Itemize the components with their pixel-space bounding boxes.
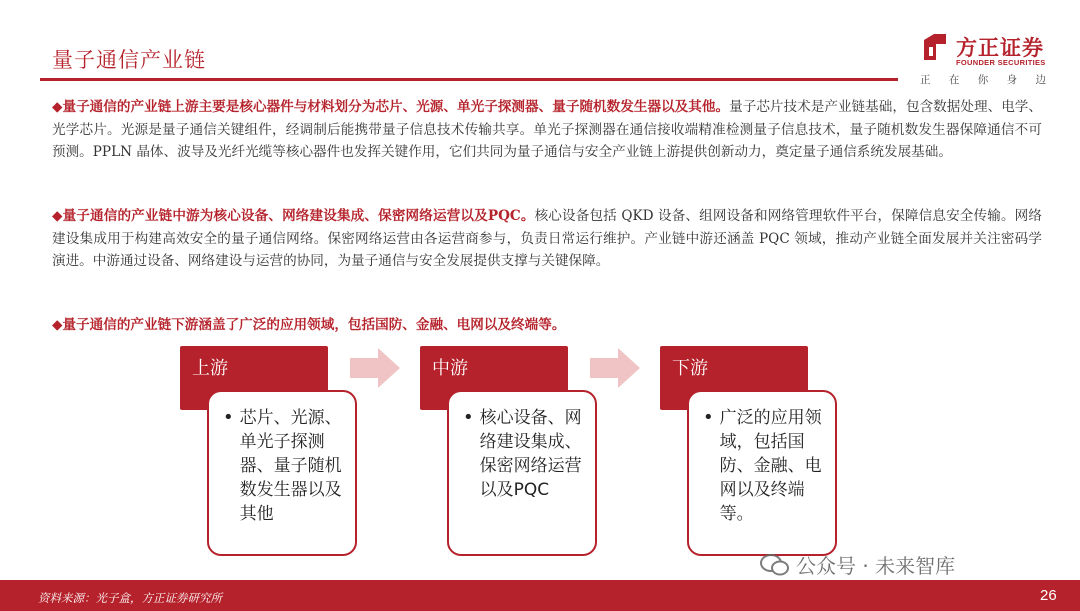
arrow-right-icon <box>350 348 400 388</box>
stage-content: 核心设备、网络建设集成、保密网络运营以及PQC <box>479 408 582 500</box>
paragraph-body: 核心设备包括 QKD 设备、组网设备和网络管理软件平台，保障信息安全传输。网络建设集成用于构建高效安全的量子通信网络。保密网络运营由各运营商参与，负责日常运行维护。产业链中游还涵盖 PQC 领域，推动产业链全面发展并关注密码学演进。中游通过设备、网络建设与运营的协同，为量子通信与安全发展提供支撑与关键保障。 <box>52 208 1042 269</box>
stage-box-upstream <box>207 390 357 556</box>
stage-label: 上游 <box>192 358 228 379</box>
midstream-paragraph <box>52 205 1042 273</box>
stage-box-midstream <box>447 390 597 556</box>
page-title: 量子通信产业链 <box>52 48 206 72</box>
downstream-paragraph <box>52 314 1042 337</box>
title-divider <box>40 78 898 81</box>
slogan-char: 正 <box>920 74 931 86</box>
watermark <box>760 550 955 579</box>
logo-slogan <box>920 72 1046 87</box>
stage-content: 芯片、光源、单光子探测器、量子随机数发生器以及其他 <box>239 408 342 524</box>
paragraph-body: 量子芯片技术是产业链基础，包含数据处理、电学、光学芯片。光源是量子通信关键组件，经调制后能携带量子信息技术传输共享。单光子探测器在通信接收端精准检测量子信息技术，量子随机数发生器保障通信不可预测。PPLN 晶体、波导及光纤光缆等核心器件也发挥关键作用，它们共同为量子通信与安全产业链上游提供创新动力，奠定量子通信系统发展基础。 <box>52 99 1043 160</box>
upstream-paragraph <box>52 96 1042 164</box>
paragraph-lead: ◆量子通信的产业链中游为核心设备、网络建设集成、保密网络运营以及PQC。 <box>52 208 535 224</box>
logo-name: 方正证券 <box>956 36 1044 60</box>
stage-box-downstream <box>687 390 837 556</box>
paragraph-lead: ◆量子通信的产业链上游主要是核心器件与材料划分为芯片、光源、单光子探测器、量子随机数发生器以及其他。 <box>52 99 730 115</box>
slogan-char: 身 <box>1006 74 1018 86</box>
watermark-text: 公众号 · 未来智库 <box>796 554 956 578</box>
slogan-char: 边 <box>1035 74 1046 86</box>
logo-english: FOUNDER SECURITIES <box>956 58 1046 67</box>
bullet-icon: • <box>463 407 474 428</box>
footer-source: 资料来源：光子盒，方正证券研究所 <box>38 591 222 605</box>
stage-content: 广泛的应用领域，包括国防、金融、电网以及终端等。 <box>719 408 822 524</box>
bullet-icon: • <box>223 407 234 428</box>
paragraph-lead: ◆量子通信的产业链下游涵盖了广泛的应用领域，包括国防、金融、电网以及终端等。 <box>52 317 566 333</box>
slogan-char: 在 <box>948 74 960 86</box>
stage-label: 中游 <box>432 358 468 379</box>
stage-label: 下游 <box>672 358 708 379</box>
wechat-icon <box>760 553 790 577</box>
founder-logo-icon <box>920 32 950 62</box>
slogan-char: 你 <box>977 74 989 86</box>
company-logo <box>920 30 1050 90</box>
bullet-icon: • <box>703 407 714 428</box>
page-number: 26 <box>1040 587 1057 604</box>
arrow-right-icon <box>590 348 640 388</box>
